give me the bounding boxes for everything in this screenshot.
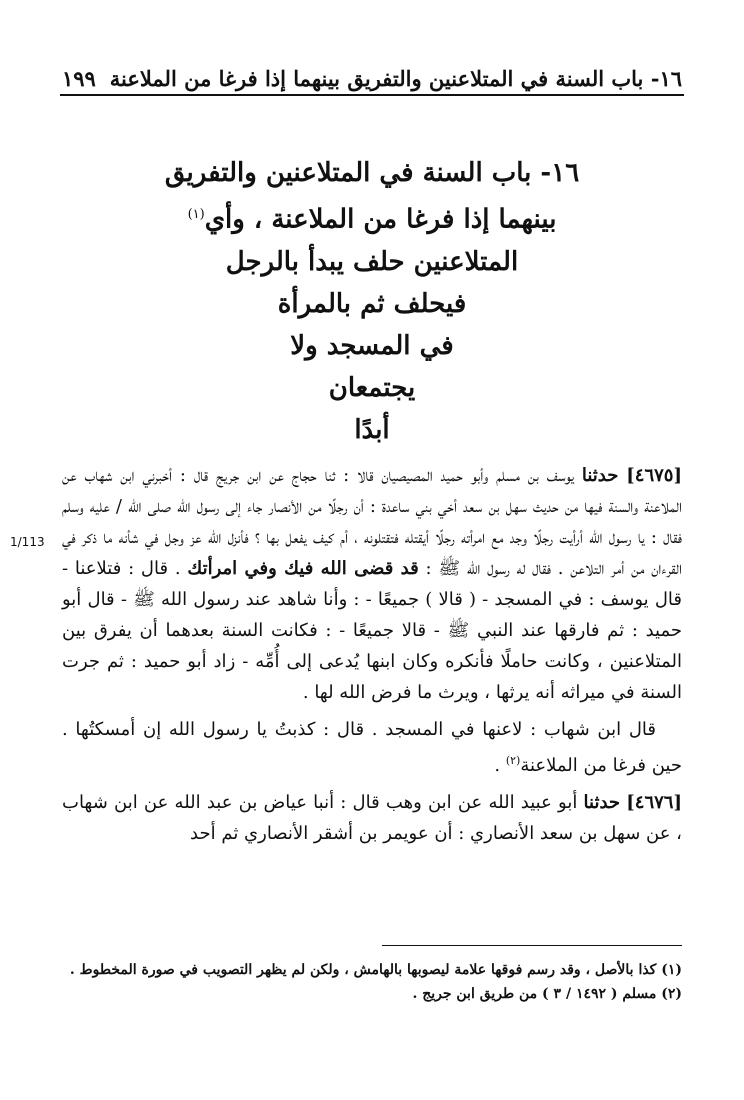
- footnote: (١) كذا بالأصل ، وقد رسم فوقها علامة ليصوبها بالهامش ، ولكن لم يظهر التصويب في صورة المخطوط .: [69, 962, 682, 978]
- chapter-line: فيحلف ثم بالمرأة: [277, 288, 467, 319]
- running-header: [62, 55, 682, 91]
- hadith-paragraph: [62, 460, 682, 708]
- footnote-ref: (٢): [505, 754, 521, 767]
- footnote-ref: (١): [187, 207, 205, 222]
- running-header-title: ١٦- باب السنة في المتلاعنين والتفريق بينهما إذا فرغا من الملاعنة: [109, 66, 682, 91]
- hadith-intro: حدثنا: [583, 792, 621, 813]
- hadith-number: [٤٦٧٦]: [626, 792, 682, 813]
- ruling-text: قد قضى الله فيك وفي امرأتك: [187, 558, 419, 579]
- chapter-line: يجتمعان: [328, 372, 416, 403]
- chapter-line: في المسجد ولا: [290, 330, 454, 361]
- hadith-intro: حدثنا: [581, 465, 619, 486]
- chapter-line: أبدًا: [354, 414, 390, 445]
- body-text: [62, 460, 682, 855]
- commentary-text: قال ابن شهاب : لاعنها في المسجد . قال : كذبتُ يا رسول الله إن أمسكتُها . حين فرغا من الملاعنة: [62, 719, 682, 776]
- chapter-line-text: بينهما إذا فرغا من الملاعنة ، وأي: [204, 204, 557, 235]
- hadith-text: يوسف بن مسلم وأبو حميد المصيصيان قالا : ثنا حجاج عن ابن جريج قال : أخبرني ابن شهاب عن الملاعنة والسنة فيها من حديث سهل بن سعد أخي بني ساعدة : أن رجلًا من الأنصار جاء إلى رسول الله صلى الله / عليه وسلم فقال : يا رسول الله أرأيت رجلًا وجد مع امرأته رجلًا أيقتله فتقتلونه ، أم كيف يفعل بها ؟ فأنزل الله عز وجل في شأنه ما ذكر في القرءان من أمر التلاعن . فقال له رسول الله ﷺ :: [62, 465, 682, 579]
- commentary-end: .: [494, 755, 506, 776]
- margin-folio-note: 1/113: [10, 535, 45, 549]
- chapter-line: المتلاعنين حلف يبدأ بالرجل: [225, 246, 519, 277]
- hadith-text: أبو عبيد الله عن ابن وهب قال : أنبا عياض بن عبد الله عن ابن شهاب ، عن سهل بن سعد الأنصاري : أن عويمر بن أشقر الأنصاري ثم أحد: [62, 792, 682, 844]
- hadith-paragraph: [62, 787, 682, 849]
- header-rule: [60, 94, 684, 96]
- footnotes: [62, 958, 682, 1006]
- footnote: (٢) مسلم ( ١٤٩٢ / ٣ ) من طريق ابن جريج .: [412, 986, 682, 1002]
- commentary-paragraph: [62, 714, 682, 781]
- chapter-heading: [70, 152, 674, 451]
- chapter-line: [70, 194, 674, 241]
- hadith-text: . قال : فتلاعنا - قال يوسف : في المسجد - ( قالا ) جميعًا - : وأنا شاهد عند رسول الله ﷺ - قال أبو حميد : ثم فارقها عند النبي ﷺ - قالا جميعًا - : فكانت السنة بعدهما أن يفرق بين المتلاعنين ، وكانت حاملًا فأنكره وكان ابنها يُدعى إلى أُمِّه - زاد أبو حميد : ثم جرت السنة في ميراثه أنه يرثها ، ويرث ما فرض الله لها .: [62, 558, 682, 703]
- footnote-rule: [382, 945, 682, 946]
- page-number: ١٩٩: [62, 66, 96, 91]
- chapter-line: ١٦- باب السنة في المتلاعنين والتفريق: [164, 158, 580, 188]
- hadith-number: [٤٦٧٥]: [626, 465, 682, 486]
